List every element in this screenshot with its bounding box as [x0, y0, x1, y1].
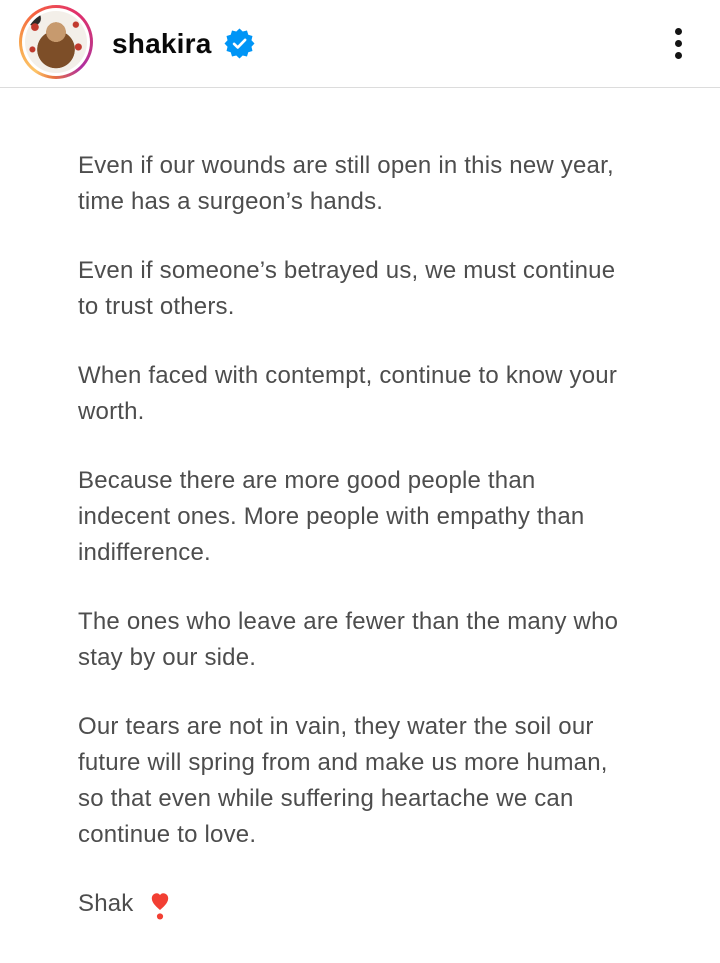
- paragraph-line: continue to love.: [78, 821, 257, 848]
- more-options-button[interactable]: [662, 20, 694, 68]
- post-header: [0, 0, 720, 88]
- post-paragraph: [78, 358, 680, 430]
- paragraph-line: Our tears are not in vain, they water the soil our: [78, 713, 594, 740]
- paragraph-line: The ones who leave are fewer than the many who: [78, 608, 619, 635]
- paragraph-line: Even if our wounds are still open in this new year,: [78, 152, 614, 179]
- paragraph-line: future will spring from and make us more human,: [78, 749, 608, 776]
- post-paragraph: [78, 709, 680, 853]
- paragraph-line: Even if someone’s betrayed us, we must continue: [78, 257, 616, 284]
- paragraph-line: time has a surgeon’s hands.: [78, 188, 384, 215]
- heart-exclamation-icon: [149, 890, 171, 921]
- paragraph-line: indifference.: [78, 539, 211, 566]
- vertical-ellipsis-icon: [675, 28, 682, 35]
- paragraph-line: to trust others.: [78, 293, 235, 320]
- paragraph-line: so that even while suffering heartache we can: [78, 785, 574, 812]
- post-paragraph: [78, 463, 680, 571]
- paragraph-line: Because there are more good people than: [78, 467, 536, 494]
- post-paragraph: [78, 253, 680, 325]
- verified-badge-icon: [224, 28, 255, 59]
- username[interactable]: shakira: [112, 27, 212, 59]
- username-row: [112, 28, 255, 60]
- paragraph-line: indecent ones. More people with empathy than: [78, 503, 585, 530]
- post-paragraph: [78, 148, 680, 220]
- avatar-story-ring[interactable]: [19, 5, 93, 79]
- paragraph-line: worth.: [78, 398, 145, 425]
- paragraph-line: When faced with contempt, continue to know your: [78, 362, 618, 389]
- post-signature: [78, 886, 680, 922]
- signature-text: Shak: [78, 890, 134, 917]
- post-paragraph: [78, 604, 680, 676]
- post-media[interactable]: [0, 88, 720, 922]
- avatar[interactable]: [25, 11, 87, 73]
- paragraph-line: stay by our side.: [78, 644, 257, 671]
